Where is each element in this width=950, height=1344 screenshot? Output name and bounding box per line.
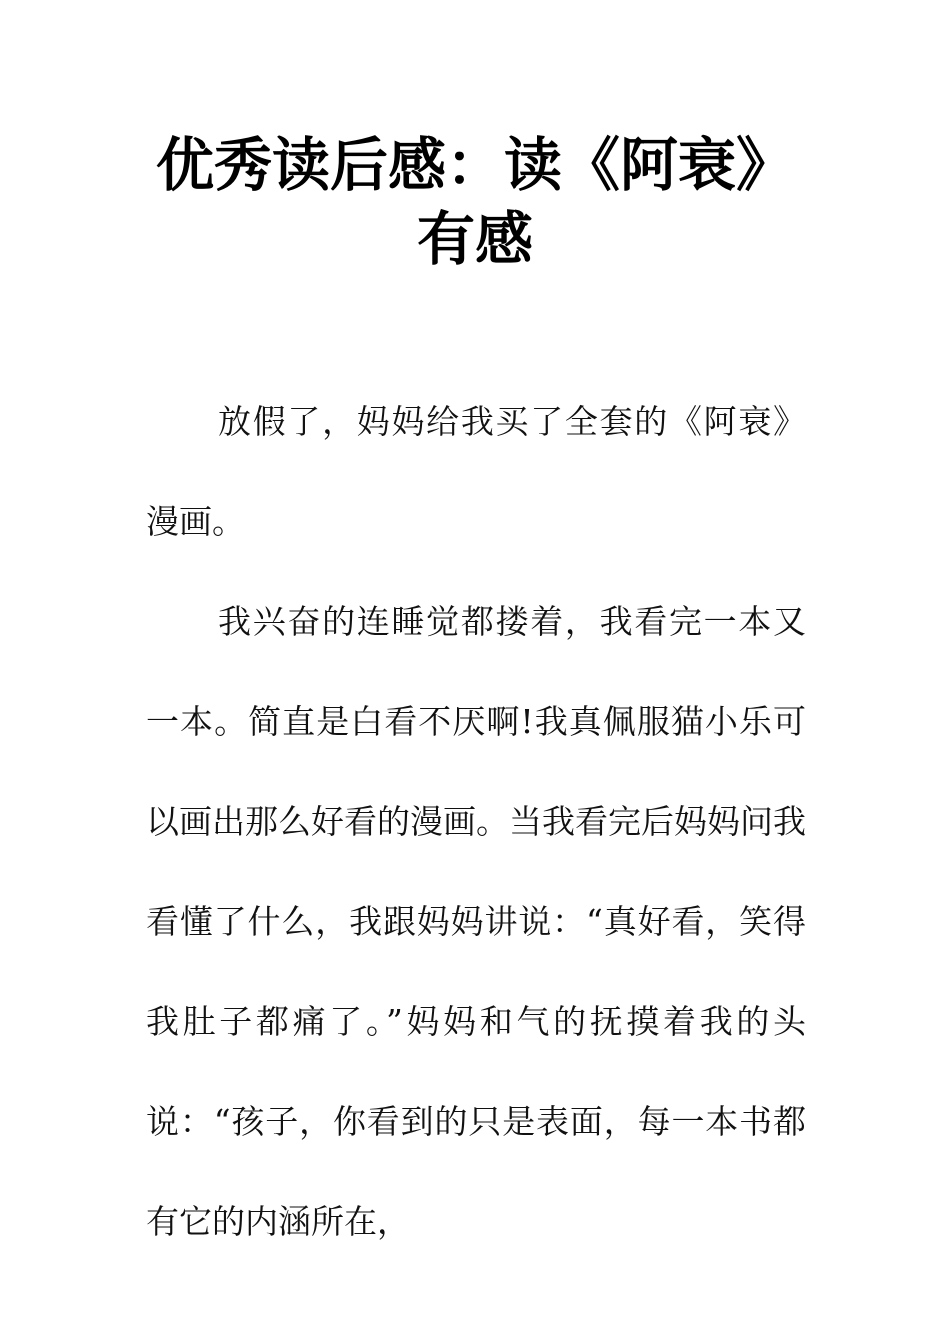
- page-title: [100, 128, 850, 276]
- paragraph-1: 放假了，妈妈给我买了全套的《阿衰》漫画。: [146, 402, 806, 541]
- paragraph-2: 我兴奋的连睡觉都搂着，我看完一本又一本。简直是白看不厌啊!我真佩服猫小乐可以画出那么好看的漫画。当我看完后妈妈问我看懂了什么，我跟妈妈讲说：“真好看，笑得我肚子都痛了。”妈妈和气的抚摸着我的头说：“孩子，你看到的只是表面，每一本书都有它的内涵所在，: [146, 602, 806, 1241]
- title-line-1: 优秀读后感：读《阿衰》: [155, 131, 794, 199]
- title-line-2: 有感: [416, 205, 533, 273]
- body-text: [146, 372, 806, 1272]
